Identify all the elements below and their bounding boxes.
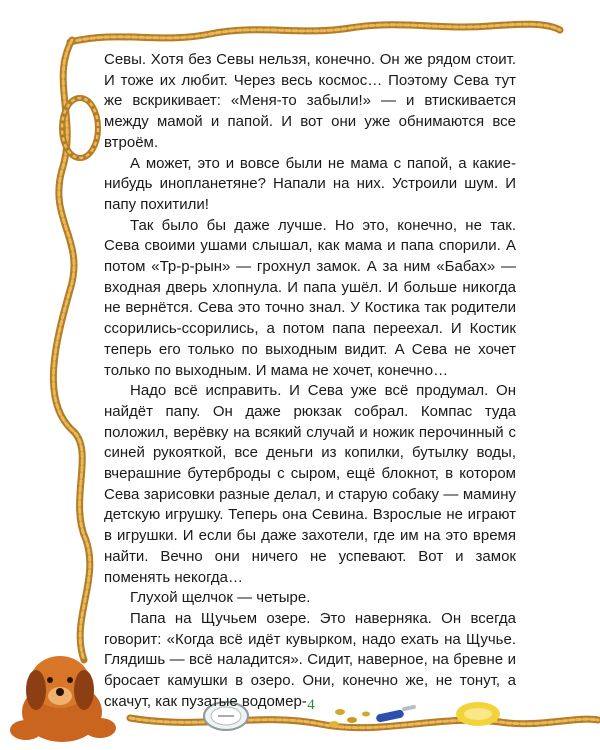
paragraph: Папа на Щучьем озере. Это наверняка. Он всегда говорит: «Когда всё идёт кувырком, надо ехать на Щучье. Глядишь — всё наладится». Сидит, наверное, на бревне и бросает камушки в озеро. Они, конечно же, не тонут, а скачут, как пузатые водомер- (104, 609, 516, 710)
paragraph: Севы. Хотя без Севы нельзя, конечно. Он же рядом стоит. И тоже их любит. Через весь космос… Поэтому Сева тут же вскрикивает: «Меня-то забыли!» — и втискивается между мамой и папой. И вот они уже обнимаются все втроём. (104, 51, 516, 151)
toy-dog-illustration (10, 656, 116, 742)
paragraph: Глухой щелчок — четыре. (130, 589, 311, 607)
paragraph: Так было бы даже лучше. Но это, конечно, не так. Сева своими ушами слышал, как мама и папа спорили. А потом «Тр-р-рын» — грохнул замок. А за ним «Бабах» — входная дверь хлопнула. И папа ушёл. И больше никогда не вернётся. Сева это точно знал. У Костика так родители ссорились-ссорились, а потом папа переехал. И Костик теперь его только по выходным видит. А Сева не хочет только по выходным. И мама не хочет, конечно… (104, 216, 516, 379)
page-number: 4 (307, 697, 315, 713)
paragraph: Надо всё исправить. И Сева уже всё продумал. Он найдёт папу. Он даже рюкзак собрал. Компас туда положил, верёвку на всякий случай и ножик перочинный с синей рукояткой, все деньги из копилки, бутылку воды, вчерашние бутерброды с сыром, ещё блокнот, в котором Сева зарисовки разные делал, и старую собаку — мамину детскую игрушку. Теперь она Севина. Взрослые не играют в игрушки. И если бы даже захотели, где им на это время найти. Вечно они ничего не успевают. Вот и замок поменять некогда… (104, 382, 516, 586)
left-rope (53, 40, 89, 660)
paragraph: А может, это и вовсе были не мама с папой, а какие-нибудь инопланетяне? Напали на них. Устроили шум. И папу похитили! (104, 154, 516, 213)
story-text (104, 50, 516, 713)
